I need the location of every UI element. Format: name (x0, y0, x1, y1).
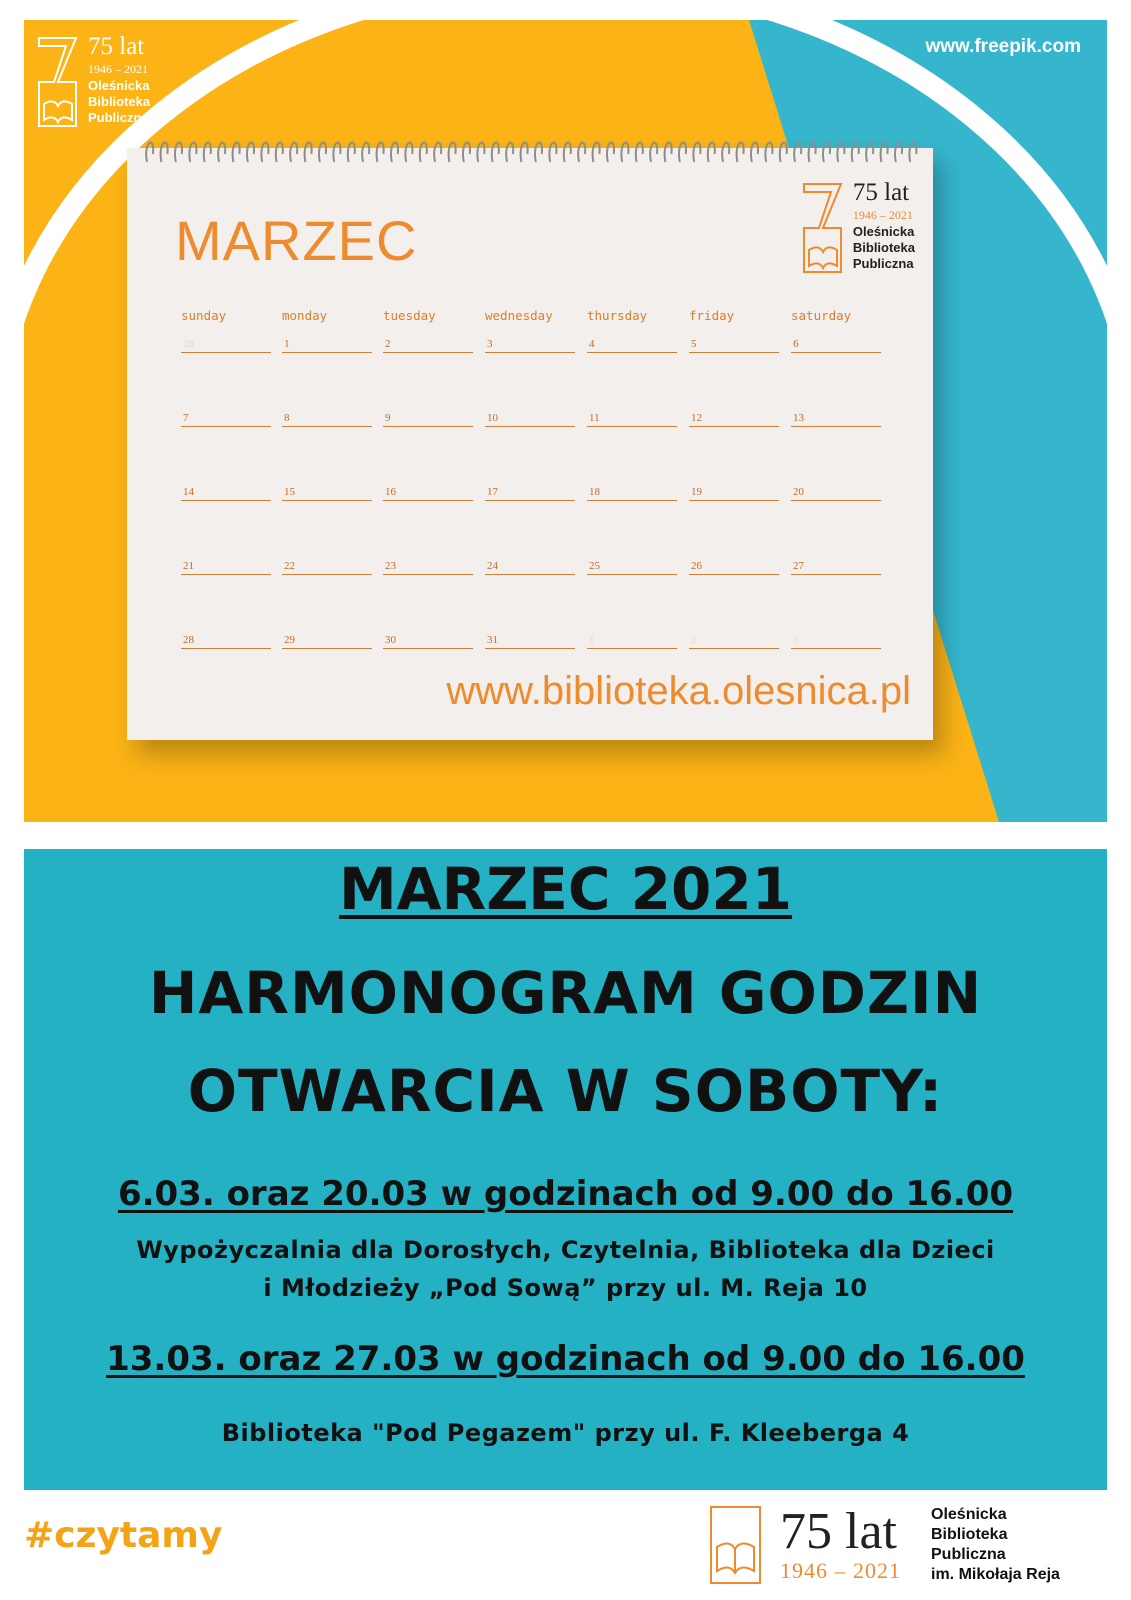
spiral-ring (175, 142, 182, 162)
weekday-label: tuesday (383, 308, 436, 323)
logo-name-line: Publiczna (852, 256, 914, 271)
day-number: 25 (589, 560, 600, 572)
calendar-card (127, 148, 933, 740)
day-number: 3 (487, 338, 493, 350)
calendar-day (181, 558, 271, 575)
logo-name-line: Biblioteka (931, 1526, 1008, 1543)
day-number: 17 (487, 486, 498, 498)
spiral-ring (391, 142, 398, 162)
spiral-ring (333, 142, 340, 162)
day-number: 6 (793, 338, 799, 350)
day-number: 20 (793, 486, 804, 498)
calendar-day (689, 410, 779, 427)
spiral-ring (737, 142, 744, 162)
calendar-day (689, 632, 779, 649)
calendar-day (282, 558, 372, 575)
spiral-ring (621, 142, 628, 162)
calendar-day (791, 632, 881, 649)
spiral-ring (593, 142, 600, 162)
calendar-day (383, 336, 473, 353)
logo-dates: 1946 – 2021 (852, 208, 913, 222)
logo-years: 75 lat (780, 1503, 897, 1560)
spiral-ring (521, 142, 528, 162)
spiral-ring (794, 142, 801, 162)
subtitle-line: HARMONOGRAM GODZIN (148, 959, 983, 1027)
spiral-ring (189, 142, 196, 162)
logo-name-line: Oleśnicka (931, 1506, 1007, 1523)
day-number: 2 (385, 338, 391, 350)
logo-name-line: Publiczna (88, 110, 149, 125)
spiral-ring (693, 142, 700, 162)
calendar-day (383, 410, 473, 427)
calendar-day (485, 410, 575, 427)
spiral-ring (837, 142, 844, 162)
calendar-day (791, 336, 881, 353)
location-first (24, 1231, 1107, 1307)
calendar-day (587, 484, 677, 501)
spiral-ring (679, 142, 686, 162)
spiral-ring (420, 142, 427, 162)
spiral-ring (247, 142, 254, 162)
calendar-website-url: www.biblioteka.olesnica.pl (446, 669, 911, 713)
calendar-day (791, 410, 881, 427)
weekday-label: friday (689, 308, 735, 323)
weekday-label: sunday (181, 308, 227, 323)
calendar-library-logo (801, 180, 915, 276)
spiral-ring (405, 142, 412, 162)
spiral-ring (146, 142, 153, 162)
calendar-day (485, 632, 575, 649)
day-number: 5 (691, 338, 697, 350)
logo-name-line: Oleśnicka (852, 224, 915, 239)
calendar-day (689, 558, 779, 575)
day-number: 8 (284, 412, 290, 424)
day-number: 28 (183, 338, 194, 350)
logo-dates: 1946 – 2021 (780, 1558, 901, 1583)
library-75-icon (801, 180, 845, 276)
location-line: Wypożyczalnia dla Dorosłych, Czytelnia, Biblioteka dla Dzieci (136, 1236, 995, 1264)
calendar-day (689, 484, 779, 501)
spiral-ring (535, 142, 542, 162)
day-number: 30 (385, 634, 396, 646)
page-title: MARZEC 2021 (338, 855, 793, 923)
spiral-ring (161, 142, 168, 162)
spiral-ring (881, 142, 888, 162)
calendar-day (689, 336, 779, 353)
calendar-day (282, 484, 372, 501)
spiral-ring (708, 142, 715, 162)
calendar-day (181, 632, 271, 649)
calendar-month-title: MARZEC (175, 209, 418, 272)
calendar-day (587, 336, 677, 353)
day-number: 3 (793, 634, 799, 646)
calendar-day (383, 484, 473, 501)
spiral-ring (895, 142, 902, 162)
spiral-ring (650, 142, 657, 162)
weekday-label: saturday (791, 308, 852, 323)
spiral-ring (607, 142, 614, 162)
spiral-ring (852, 142, 859, 162)
day-number: 4 (589, 338, 595, 350)
spiral-ring (765, 142, 772, 162)
logo-years: 75 lat (852, 179, 910, 206)
header-photo (24, 20, 1107, 822)
weekday-label: thursday (587, 308, 648, 323)
spiral-ring (866, 142, 873, 162)
day-number: 29 (284, 634, 295, 646)
spiral-ring (463, 142, 470, 162)
spiral-ring (564, 142, 571, 162)
spiral-binding-icon (135, 132, 925, 172)
calendar-day (485, 484, 575, 501)
spiral-ring (348, 142, 355, 162)
spiral-ring (492, 142, 499, 162)
calendar-day (587, 558, 677, 575)
spiral-ring (377, 142, 384, 162)
logo-name-line: Biblioteka (88, 94, 151, 109)
day-number: 1 (284, 338, 290, 350)
day-number: 12 (691, 412, 702, 424)
spiral-ring (549, 142, 556, 162)
schedule-dates-first: 6.03. oraz 20.03 w godzinach od 9.00 do 16.00 (117, 1174, 1014, 1214)
day-number: 19 (691, 486, 702, 498)
day-number: 23 (385, 560, 396, 572)
day-number: 10 (487, 412, 498, 424)
spiral-ring (276, 142, 283, 162)
logo-name-line: Publiczna (931, 1546, 1006, 1563)
logo-name-line: Biblioteka (852, 240, 915, 255)
calendar-day (383, 558, 473, 575)
calendar-day (791, 484, 881, 501)
day-number: 16 (385, 486, 396, 498)
spiral-ring (780, 142, 787, 162)
day-number: 24 (487, 560, 498, 572)
day-number: 28 (183, 634, 194, 646)
library-book-icon (709, 1505, 762, 1585)
spiral-ring (319, 142, 326, 162)
calendar-day (282, 336, 372, 353)
hashtag: #czytamy (24, 1515, 223, 1556)
spiral-ring (506, 142, 513, 162)
spiral-ring (477, 142, 484, 162)
calendar-day (181, 410, 271, 427)
day-number: 26 (691, 560, 702, 572)
location-second: Biblioteka "Pod Pegazem" przy ul. F. Kleeberga 4 (221, 1419, 910, 1447)
calendar-day (791, 558, 881, 575)
spiral-ring (261, 142, 268, 162)
schedule-dates-second: 13.03. oraz 27.03 w godzinach od 9.00 do 16.00 (106, 1339, 1025, 1379)
day-number: 27 (793, 560, 804, 572)
day-number: 1 (589, 634, 595, 646)
spiral-ring (909, 142, 916, 162)
spiral-ring (823, 142, 830, 162)
day-number: 14 (183, 486, 194, 498)
weekday-label: wednesday (485, 308, 553, 323)
calendar-day (181, 336, 271, 353)
subtitle-line: OTWARCIA W SOBOTY: (187, 1057, 944, 1125)
spiral-ring (233, 142, 240, 162)
day-number: 7 (183, 412, 189, 424)
day-number: 18 (589, 486, 600, 498)
library-logo-footer (709, 1505, 1060, 1585)
day-number: 31 (487, 634, 498, 646)
spiral-ring (204, 142, 211, 162)
library-75-icon (36, 34, 80, 130)
spiral-ring (362, 142, 369, 162)
spiral-ring (809, 142, 816, 162)
calendar-day (181, 484, 271, 501)
day-number: 15 (284, 486, 295, 498)
spiral-ring (305, 142, 312, 162)
day-number: 21 (183, 560, 194, 572)
calendar-day (383, 632, 473, 649)
location-line: i Młodzieży „Pod Sową” przy ul. M. Reja 10 (263, 1274, 868, 1302)
spiral-ring (751, 142, 758, 162)
opening-hours-panel (24, 849, 1107, 1490)
calendar-day (282, 632, 372, 649)
calendar-day (587, 410, 677, 427)
calendar-day (485, 558, 575, 575)
calendar-day (485, 336, 575, 353)
calendar-day (282, 410, 372, 427)
logo-years: 75 lat (88, 33, 145, 60)
spiral-ring (722, 142, 729, 162)
spiral-ring (578, 142, 585, 162)
spiral-ring (290, 142, 297, 162)
logo-dates: 1946 – 2021 (88, 62, 148, 76)
spiral-ring (636, 142, 643, 162)
spiral-ring (449, 142, 456, 162)
day-number: 11 (589, 412, 600, 424)
freepik-credit: www.freepik.com (925, 36, 1081, 57)
day-number: 9 (385, 412, 391, 424)
logo-name-line: im. Mikołaja Reja (931, 1566, 1060, 1583)
calendar-day (587, 632, 677, 649)
day-number: 22 (284, 560, 295, 572)
logo-name-line: Oleśnicka (88, 78, 150, 93)
spiral-ring (434, 142, 441, 162)
library-logo-top (36, 34, 150, 130)
spiral-ring (218, 142, 225, 162)
spiral-ring (665, 142, 672, 162)
weekday-label: monday (282, 308, 328, 323)
day-number: 2 (691, 634, 697, 646)
day-number: 13 (793, 412, 804, 424)
